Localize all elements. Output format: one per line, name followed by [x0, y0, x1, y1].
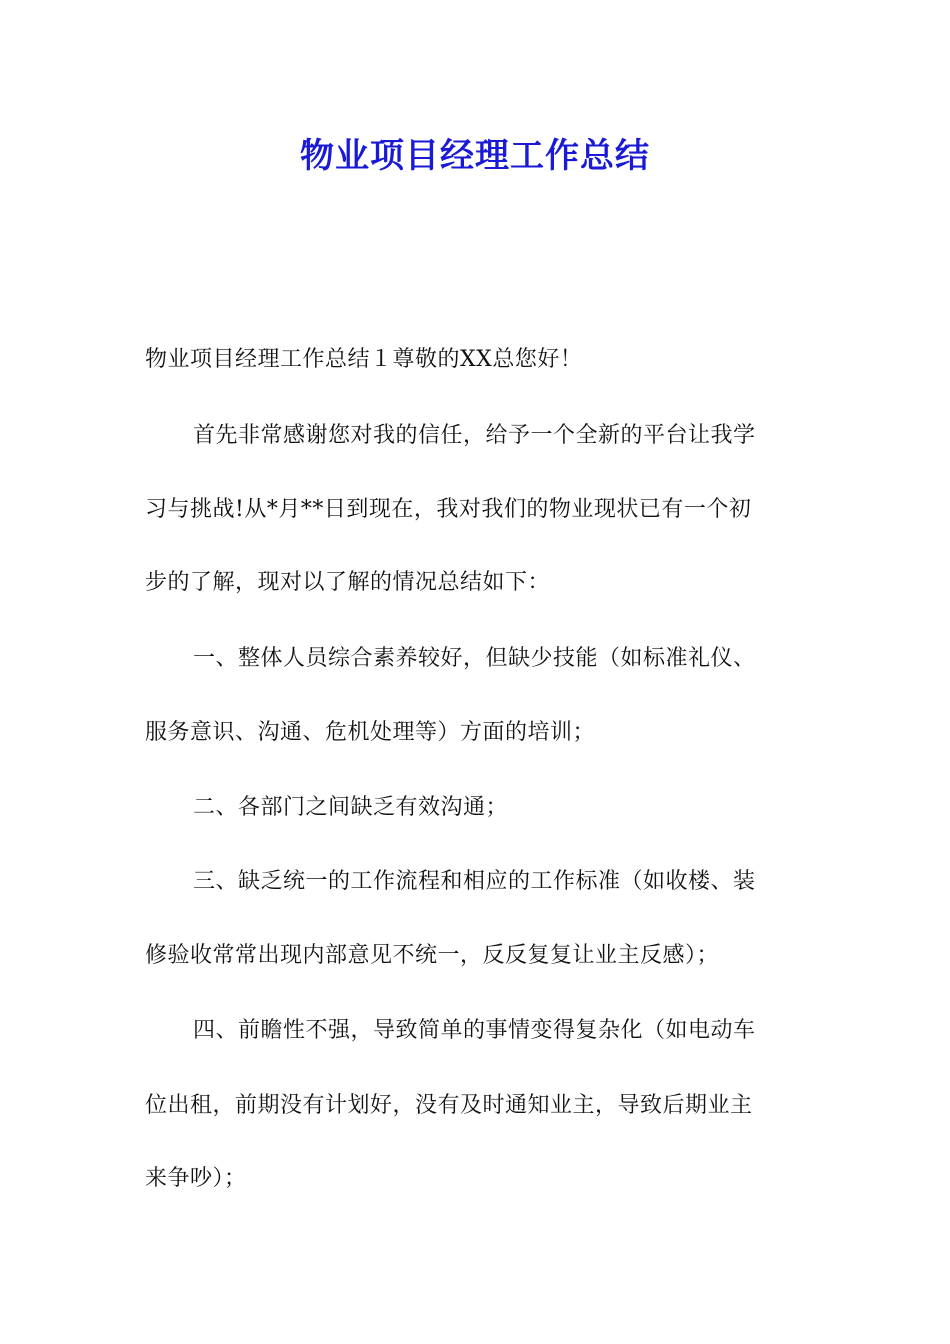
- item-four-line-2: 位出租，前期没有计划好，没有及时通知业主，导致后期业主: [145, 1093, 753, 1118]
- item-one-line-1: 一、整体人员综合素养较好，但缺少技能（如标准礼仪、: [193, 646, 756, 671]
- item-one-line-2: 服务意识、沟通、危机处理等）方面的培训；: [145, 720, 596, 745]
- item-two-line-1: 二、各部门之间缺乏有效沟通；: [193, 795, 509, 820]
- item-four-line-1: 四、前瞻性不强，导致简单的事情变得复杂化（如电动车: [193, 1018, 756, 1043]
- item-four-line-3: 来争吵）；: [145, 1166, 247, 1191]
- paragraph-intro-line-3: 步的了解，现对以了解的情况总结如下：: [145, 570, 551, 595]
- paragraph-intro-line-1: 首先非常感谢您对我的信任，给予一个全新的平台让我学: [193, 423, 756, 448]
- item-three-line-1: 三、缺乏统一的工作流程和相应的工作标准（如收楼、装: [193, 869, 756, 894]
- document-title: 物业项目经理工作总结: [300, 136, 650, 176]
- item-three-line-2: 修验收常常出现内部意见不统一，反反复复让业主反感）；: [145, 943, 720, 968]
- paragraph-intro-line-2: 习与挑战!从*月**日到现在，我对我们的物业现状已有一个初: [145, 497, 752, 522]
- greeting-line: 物业项目经理工作总结１尊敬的XX总您好！: [145, 347, 583, 372]
